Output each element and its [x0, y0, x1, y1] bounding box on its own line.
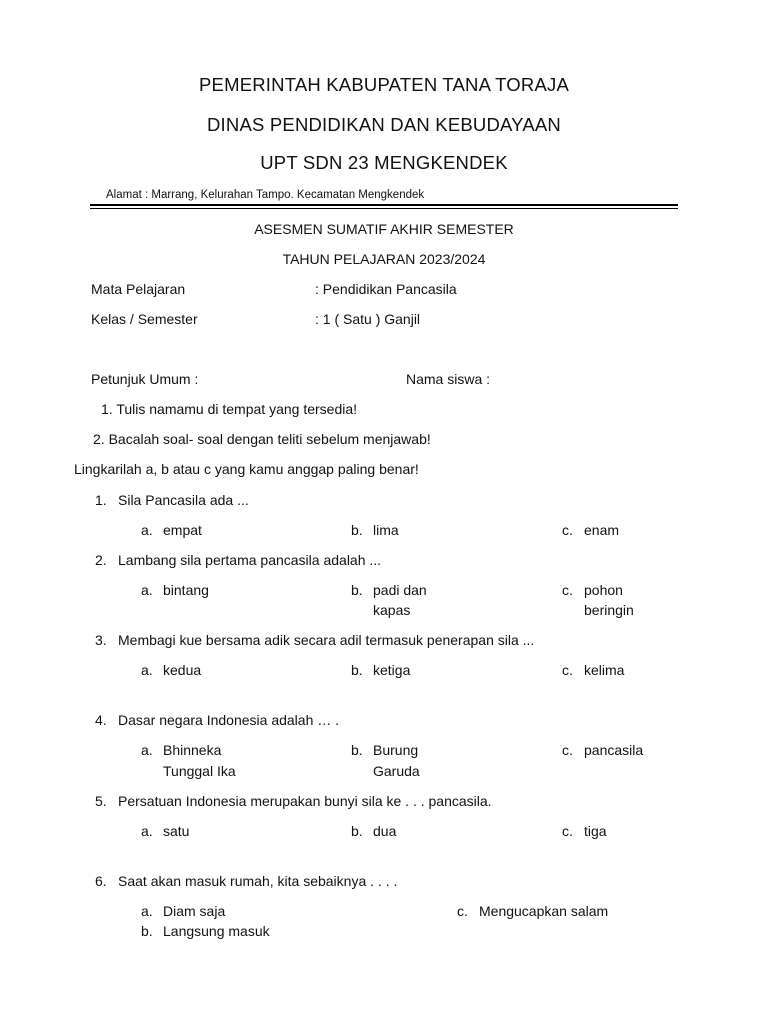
letterhead-rule-thick [90, 204, 678, 206]
exam-title: ASESMEN SUMATIF AKHIR SEMESTER [254, 221, 514, 237]
question-number: 4. [95, 712, 107, 728]
option-letter: a. [141, 823, 153, 839]
option-text: dua [373, 823, 397, 839]
option-text: Langsung masuk [163, 923, 270, 939]
option-letter: b. [351, 742, 363, 758]
option-text: empat [163, 522, 202, 538]
header-government: PEMERINTAH KABUPATEN TANA TORAJA [199, 74, 569, 95]
option-letter: b. [351, 582, 363, 598]
question-text: Persatuan Indonesia merupakan bunyi sila ke . . . pancasila. [118, 793, 492, 809]
option-letter: a. [141, 742, 153, 758]
option-letter: b. [351, 522, 363, 538]
instruction-item: 1. Tulis namamu di tempat yang tersedia! [101, 401, 358, 417]
question-text: Lambang sila pertama pancasila adalah ... [118, 552, 382, 568]
instruction-item: 2. Bacalah soal- soal dengan teliti sebelum menjawab! [93, 431, 431, 447]
option-text: Tunggal Ika [163, 763, 236, 779]
option-text: kelima [584, 662, 625, 678]
option-letter: b. [351, 823, 363, 839]
option-text: beringin [584, 602, 634, 618]
option-letter: a. [141, 522, 153, 538]
header-department: DINAS PENDIDIKAN DAN KEBUDAYAAN [206, 114, 561, 135]
option-letter: c. [457, 903, 468, 919]
question-text: Membagi kue bersama adik secara adil termasuk penerapan sila ... [118, 632, 535, 648]
option-letter: c. [562, 662, 573, 678]
option-letter: a. [141, 662, 153, 678]
question-number: 1. [95, 492, 107, 508]
question-text: Dasar negara Indonesia adalah … . [118, 712, 340, 728]
letterhead-rule-thin [90, 208, 678, 209]
subject-label: Mata Pelajaran [91, 281, 186, 297]
student-name-label: Nama siswa : [406, 371, 491, 387]
subject-value: : Pendidikan Pancasila [315, 281, 457, 297]
option-text: kedua [163, 662, 202, 678]
exam-year: TAHUN PELAJARAN 2023/2024 [282, 251, 486, 267]
option-text: bintang [163, 582, 209, 598]
option-text: Burung [373, 742, 419, 758]
option-letter: a. [141, 903, 153, 919]
option-text: enam [584, 522, 620, 538]
question-number: 3. [95, 632, 107, 648]
question-number: 5. [95, 793, 107, 809]
class-label: Kelas / Semester [91, 311, 198, 327]
option-text: padi dan [373, 582, 427, 598]
option-text: kapas [373, 602, 411, 618]
option-text: tiga [584, 823, 607, 839]
option-text: satu [163, 823, 190, 839]
option-text: lima [373, 522, 399, 538]
question-number: 6. [95, 873, 107, 889]
question-text: Sila Pancasila ada ... [118, 492, 249, 508]
option-letter: b. [351, 662, 363, 678]
option-letter: c. [562, 742, 573, 758]
option-text: Mengucapkan salam [479, 903, 609, 919]
option-letter: c. [562, 823, 573, 839]
option-letter: c. [562, 522, 573, 538]
option-letter: c. [562, 582, 573, 598]
header-school: UPT SDN 23 MENGKENDEK [260, 152, 508, 173]
answer-directive: Lingkarilah a, b atau c yang kamu anggap paling benar! [74, 461, 419, 477]
option-text: Garuda [373, 763, 420, 779]
option-text: Bhinneka [163, 742, 222, 758]
class-value: : 1 ( Satu ) Ganjil [315, 311, 421, 327]
question-text: Saat akan masuk rumah, kita sebaiknya . . . . [118, 873, 398, 889]
option-letter: a. [141, 582, 153, 598]
option-text: ketiga [373, 662, 411, 678]
option-text: pohon [584, 582, 623, 598]
option-text: Diam saja [163, 903, 226, 919]
question-number: 2. [95, 552, 107, 568]
option-letter: b. [141, 923, 153, 939]
instructions-heading: Petunjuk Umum : [91, 371, 199, 387]
option-text: pancasila [584, 742, 644, 758]
school-address: Alamat : Marrang, Kelurahan Tampo. Kecamatan Mengkendek [106, 189, 425, 201]
